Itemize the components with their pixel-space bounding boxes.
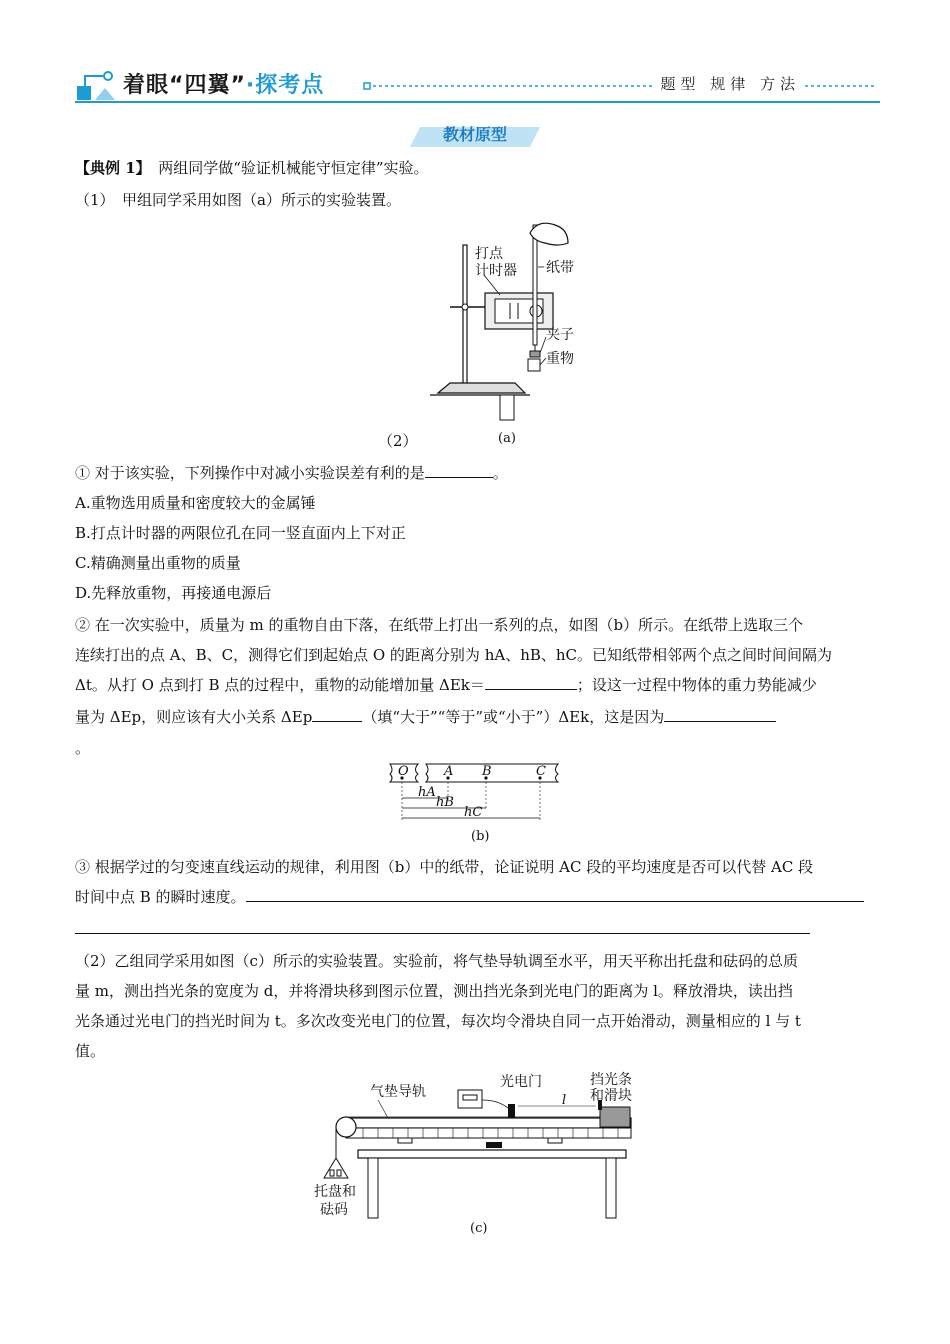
stand-rod — [463, 245, 467, 385]
label-photogate: 光电门 — [500, 1074, 542, 1090]
figure-b — [380, 760, 570, 846]
figure-b-caption: (b) — [471, 829, 490, 844]
question-2-line-4a: 量为 ΔEp，则应该有大小关系 ΔEp — [75, 708, 313, 726]
photogate — [508, 1104, 515, 1118]
label-point-c: C — [536, 764, 546, 779]
label-timer-1: 打点 — [475, 246, 503, 262]
label-point-a: A — [444, 764, 454, 779]
part1-intro: （1） 甲组同学采用如图（a）所示的实验装置。 — [75, 191, 401, 209]
label-tray-1: 托盘和 — [314, 1184, 356, 1200]
label-hc: hC — [464, 805, 483, 820]
header-title-dot: · — [245, 73, 256, 98]
question-2-line-2: 连续打出的点 A、B、C，测得它们到起始点 O 的距离分别为 hA、hB、hC。已知纸带相邻两个点之间时间间隔为 — [75, 646, 833, 664]
answer-blank-1[interactable] — [425, 459, 493, 478]
question-3-line-1: ③ 根据学过的匀变速直线运动的规律，利用图（b）中的纸带，论证说明 AC 段的平均速度是否可以代替 AC 段 — [75, 858, 814, 876]
table-leg-right — [606, 1158, 616, 1218]
option-a: A.重物选用质量和密度较大的金属锤 — [75, 494, 316, 512]
question-3-line-2-text: 时间中点 B 的瞬时速度。 — [75, 888, 246, 906]
label-clip: 夹子 — [546, 327, 574, 343]
question-2-line-5: 。 — [75, 739, 91, 757]
question-2-line-3 — [75, 670, 880, 700]
part2-line-4: 值。 — [75, 1042, 106, 1060]
label-point-b: B — [482, 764, 492, 779]
pulley — [336, 1117, 356, 1137]
answer-line-6[interactable] — [75, 933, 810, 934]
table-top — [358, 1150, 626, 1158]
figure-a — [420, 215, 600, 450]
label-timer-2: 计时器 — [475, 263, 517, 279]
question-1-end: 。 — [492, 464, 508, 482]
section-label-text: 教材原型 — [442, 125, 507, 144]
part2-line-2: 量 m，测出挡光条的宽度为 d，并将滑块移到图示位置，测出挡光条到光电门的距离为 l。释放滑块，读出挡 — [75, 982, 793, 1000]
header-title — [123, 68, 324, 99]
answer-blank-4[interactable] — [664, 703, 776, 722]
option-b: B.打点计时器的两限位孔在同一竖直面内上下对正 — [75, 524, 406, 542]
header-title-part1: 着眼“四翼” — [123, 73, 246, 98]
paper-tape — [533, 225, 537, 345]
question-2-line-3a: Δt。从打 O 点到打 B 点的过程中，重物的动能增加量 ΔEk＝ — [75, 676, 485, 694]
clip — [530, 351, 540, 357]
label-weight: 重物 — [546, 351, 574, 367]
slider — [600, 1107, 630, 1127]
banner-triangle-icon — [95, 88, 115, 100]
example-intro-line — [75, 153, 880, 183]
tray — [324, 1158, 348, 1178]
question-2-line-4 — [75, 702, 880, 732]
header-right-labels: 题型 规律 方法 — [660, 75, 800, 93]
question-2-line-4b: （填“大于”“等于”或“小于”）ΔEk，这是因为 — [362, 708, 665, 726]
label-tape: 纸带 — [546, 260, 574, 276]
answer-blank-2[interactable] — [485, 671, 577, 690]
air-track — [346, 1118, 631, 1128]
question-1 — [75, 458, 880, 488]
figure-a-caption: (a) — [498, 431, 516, 446]
section-label — [410, 123, 540, 149]
example-tag: 【典例 1】 — [75, 159, 144, 177]
answer-blank-5[interactable] — [246, 883, 864, 902]
header-banner — [75, 64, 880, 106]
label-strip: 挡光条 — [590, 1072, 632, 1088]
label-slider: 和滑块 — [590, 1088, 632, 1104]
part2-line-3: 光条通过光电门的挡光时间为 t。多次改变光电门的位置，每次均令滑块自同一点开始滑动，测量相应的 l 与 t — [75, 1012, 801, 1030]
label-point-o: O — [398, 764, 409, 779]
part2-line-1: （2）乙组同学采用如图（c）所示的实验装置。实验前，将气垫导轨调至水平，用天平称出托盘和砝码的总质 — [75, 952, 798, 970]
label-tray-2: 砝码 — [320, 1202, 348, 1218]
question-1-text: ① 对于该实验，下列操作中对减小实验误差有利的是 — [75, 464, 425, 482]
table-leg-left — [368, 1158, 378, 1218]
stand-base — [438, 383, 525, 393]
level-adjuster — [486, 1142, 502, 1148]
banner-square-icon — [77, 86, 91, 100]
label-ha: hA — [418, 785, 436, 800]
table-leg — [500, 395, 514, 420]
figure-c-caption: (c) — [470, 1221, 488, 1236]
question-2-line-3b: ；设这一过程中物体的重力势能减少 — [576, 676, 817, 694]
figure-a-number: （2） — [378, 432, 418, 450]
option-c: C.精确测量出重物的质量 — [75, 554, 241, 572]
header-title-part2: 探考点 — [255, 73, 325, 98]
answer-blank-3[interactable] — [312, 703, 362, 722]
question-2-line-1: ② 在一次实验中，质量为 m 的重物自由下落，在纸带上打出一系列的点，如图（b）所示。在纸带上选取三个 — [75, 616, 804, 634]
label-hb: hB — [436, 795, 454, 810]
question-3-line-2 — [75, 882, 880, 912]
weight — [528, 359, 540, 371]
example-intro: 两组同学做“验证机械能守恒定律”实验。 — [158, 159, 429, 177]
label-air-track: 气垫导轨 — [370, 1084, 426, 1100]
label-l: l — [562, 1093, 567, 1108]
option-d: D.先释放重物，再接通电源后 — [75, 584, 272, 602]
figure-c — [308, 1070, 648, 1240]
